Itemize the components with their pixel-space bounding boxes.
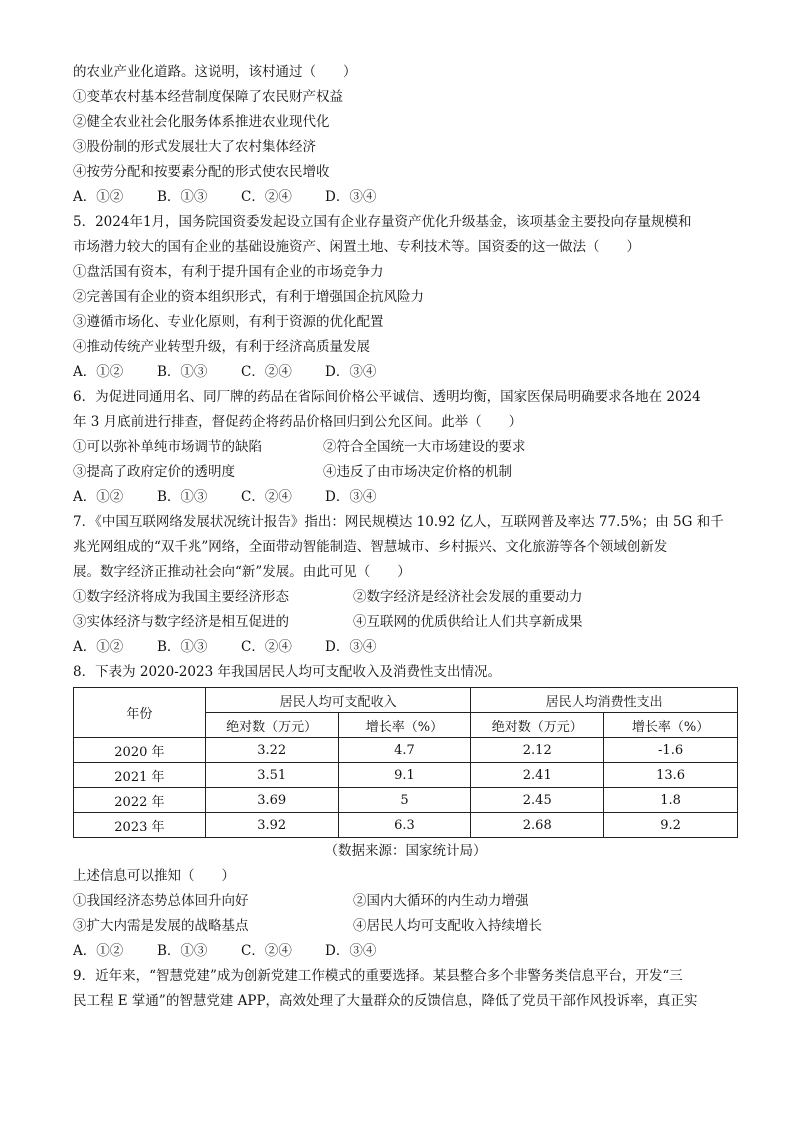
q8-stem: 8．下表为 2020-2023 年我国居民人均可支配收入及消费性支出情况。 xyxy=(73,664,501,680)
q6-option-1: ①可以弥补单纯市场调节的缺陷 xyxy=(73,439,262,455)
q6-options-row-1 xyxy=(73,435,738,460)
q8-answer-d[interactable]: D．③④ xyxy=(325,943,377,959)
q7-answers xyxy=(73,635,738,660)
q4-option-1: ①变革农村基本经营制度保障了农民财产权益 xyxy=(73,89,343,105)
q5-answer-a[interactable]: A．①② xyxy=(73,364,124,380)
table-cell: 4.7 xyxy=(338,738,471,763)
table-year-header: 年份 xyxy=(74,688,206,738)
q9-stem-line-2: 民工程 E 掌通”的智慧党建 APP，高效处理了大量群众的反馈信息，降低了党员干部作风投诉率，真正实 xyxy=(73,993,698,1009)
table-cell: 13.6 xyxy=(604,763,738,788)
q5-option-1: ①盘活国有资本，有利于提升国有企业的市场竞争力 xyxy=(73,264,384,280)
q4-answer-a[interactable]: A．①② xyxy=(73,189,124,205)
q5-answer-d[interactable]: D．③④ xyxy=(325,364,377,380)
table-row xyxy=(74,813,738,838)
table-cell: 5 xyxy=(338,788,471,813)
table-subheader: 增长率（%） xyxy=(604,713,738,738)
table-subheader: 增长率（%） xyxy=(338,713,471,738)
table-header-row xyxy=(74,688,738,713)
q9-stem-line-1: 9．近年来，“智慧党建”成为创新党建工作模式的重要选择。某县整合多个非警务类信息平台，开发“三 xyxy=(73,968,683,984)
q7-stem-line-2: 兆光网组成的“双千兆”网络，全面带动智能制造、智慧城市、乡村振兴、文化旅游等各个领域创新发 xyxy=(73,539,668,555)
table-row xyxy=(74,763,738,788)
q7-option-4: ④互联网的优质供给让人们共享新成果 xyxy=(353,614,583,630)
table-group-spending: 居民人均消费性支出 xyxy=(471,688,738,713)
q7-answer-a[interactable]: A．①② xyxy=(73,639,124,655)
q4-answer-c[interactable]: C．②④ xyxy=(241,189,292,205)
q8-option-1: ①我国经济态势总体回升向好 xyxy=(73,893,249,909)
table-subheader: 绝对数（万元） xyxy=(471,713,604,738)
income-table xyxy=(73,687,738,838)
table-cell: 2021 年 xyxy=(74,763,206,788)
q4-option-2: ②健全农业社会化服务体系推进农业现代化 xyxy=(73,114,330,130)
q6-option-2: ②符合全国统一大市场建设的要求 xyxy=(323,439,526,455)
q7-answer-c[interactable]: C．②④ xyxy=(241,639,292,655)
q6-option-4: ④违反了由市场决定价格的机制 xyxy=(323,464,512,480)
q8-option-2: ②国内大循环的内生动力增强 xyxy=(353,893,529,909)
q4-answer-d[interactable]: D．③④ xyxy=(325,189,377,205)
q8-option-3: ③扩大内需是发展的战略基点 xyxy=(73,918,249,934)
q7-answer-b[interactable]: B．①③ xyxy=(157,639,208,655)
q7-option-2: ②数字经济是经济社会发展的重要动力 xyxy=(353,589,583,605)
q4-option-3: ③股份制的形式发展壮大了农村集体经济 xyxy=(73,139,316,155)
q8-answer-c[interactable]: C．②④ xyxy=(241,943,292,959)
q6-answer-a[interactable]: A．①② xyxy=(73,489,124,505)
table-cell: 2.45 xyxy=(471,788,604,813)
table-subheader: 绝对数（万元） xyxy=(205,713,338,738)
table-source: （数据来源：国家统计局） xyxy=(324,843,487,859)
table-cell: 9.1 xyxy=(338,763,471,788)
table-cell: 3.69 xyxy=(205,788,338,813)
table-cell: 9.2 xyxy=(604,813,738,838)
table-cell: 3.22 xyxy=(205,738,338,763)
q8-option-4: ④居民人均可支配收入持续增长 xyxy=(353,918,542,934)
table-cell: 3.92 xyxy=(205,813,338,838)
table-cell: 3.51 xyxy=(205,763,338,788)
q6-answer-d[interactable]: D．③④ xyxy=(325,489,377,505)
table-cell: 2.12 xyxy=(471,738,604,763)
q7-options-row-2 xyxy=(73,610,738,635)
table-cell: 2020 年 xyxy=(74,738,206,763)
q6-answer-b[interactable]: B．①③ xyxy=(157,489,208,505)
q6-stem-line-1: 6．为促进同通用名、同厂牌的药品在省际间价格公平诚信、透明均衡，国家医保局明确要求各地在 2024 xyxy=(73,389,701,405)
q8-answer-b[interactable]: B．①③ xyxy=(157,943,208,959)
q7-stem-line-1: 7．《中国互联网络发展状况统计报告》指出：网民规模达 10.92 亿人，互联网普及率达 77.5%；由 5G 和千 xyxy=(73,514,724,530)
q7-options-row-1 xyxy=(73,585,738,610)
q5-option-2: ②完善国有企业的资本组织形式，有利于增强国企抗风险力 xyxy=(73,289,424,305)
q5-answers xyxy=(73,360,738,385)
q5-option-4: ④推动传统产业转型升级，有利于经济高质量发展 xyxy=(73,339,370,355)
q6-options-row-2 xyxy=(73,460,738,485)
q6-option-3: ③提高了政府定价的透明度 xyxy=(73,464,235,480)
table-cell: 1.8 xyxy=(604,788,738,813)
table-row xyxy=(74,738,738,763)
q6-answer-c[interactable]: C．②④ xyxy=(241,489,292,505)
q5-stem-line-2: 市场潜力较大的国有企业的基础设施资产、闲置土地、专利技术等。国资委的这一做法（ ） xyxy=(73,239,640,255)
q7-stem-line-3: 展。数字经济正推动社会向“新”发展。由此可见（ ） xyxy=(73,564,411,580)
table-cell: -1.6 xyxy=(604,738,738,763)
exam-page xyxy=(73,60,738,1014)
q6-answers xyxy=(73,485,738,510)
q4-answer-b[interactable]: B．①③ xyxy=(157,189,208,205)
q7-option-1: ①数字经济将成为我国主要经济形态 xyxy=(73,589,289,605)
table-cell: 2.41 xyxy=(471,763,604,788)
q8-question: 上述信息可以推知（ ） xyxy=(73,868,235,884)
q7-option-3: ③实体经济与数字经济是相互促进的 xyxy=(73,614,289,630)
q4-option-4: ④按劳分配和按要素分配的形式使农民增收 xyxy=(73,164,330,180)
q5-answer-c[interactable]: C．②④ xyxy=(241,364,292,380)
q8-answers xyxy=(73,939,738,964)
q5-stem-line-1: 5．2024年1月，国务院国资委发起设立国有企业存量资产优化升级基金，该项基金主要投向存量规模和 xyxy=(73,214,692,230)
table-group-income: 居民人均可支配收入 xyxy=(205,688,471,713)
table-row xyxy=(74,788,738,813)
q5-answer-b[interactable]: B．①③ xyxy=(157,364,208,380)
table-cell: 2022 年 xyxy=(74,788,206,813)
table-cell: 6.3 xyxy=(338,813,471,838)
table-cell: 2.68 xyxy=(471,813,604,838)
q4-answers xyxy=(73,185,738,210)
q8-options-row-1 xyxy=(73,889,738,914)
q6-stem-line-2: 年 3 月底前进行排查，督促药企将药品价格回归到公允区间。此举（ ） xyxy=(73,414,523,430)
q5-option-3: ③遵循市场化、专业化原则，有利于资源的优化配置 xyxy=(73,314,384,330)
q7-answer-d[interactable]: D．③④ xyxy=(325,639,377,655)
table-cell: 2023 年 xyxy=(74,813,206,838)
q8-options-row-2 xyxy=(73,914,738,939)
q8-answer-a[interactable]: A．①② xyxy=(73,943,124,959)
q4-stem-tail: 的农业产业化道路。这说明，该村通过（ ） xyxy=(73,64,357,80)
